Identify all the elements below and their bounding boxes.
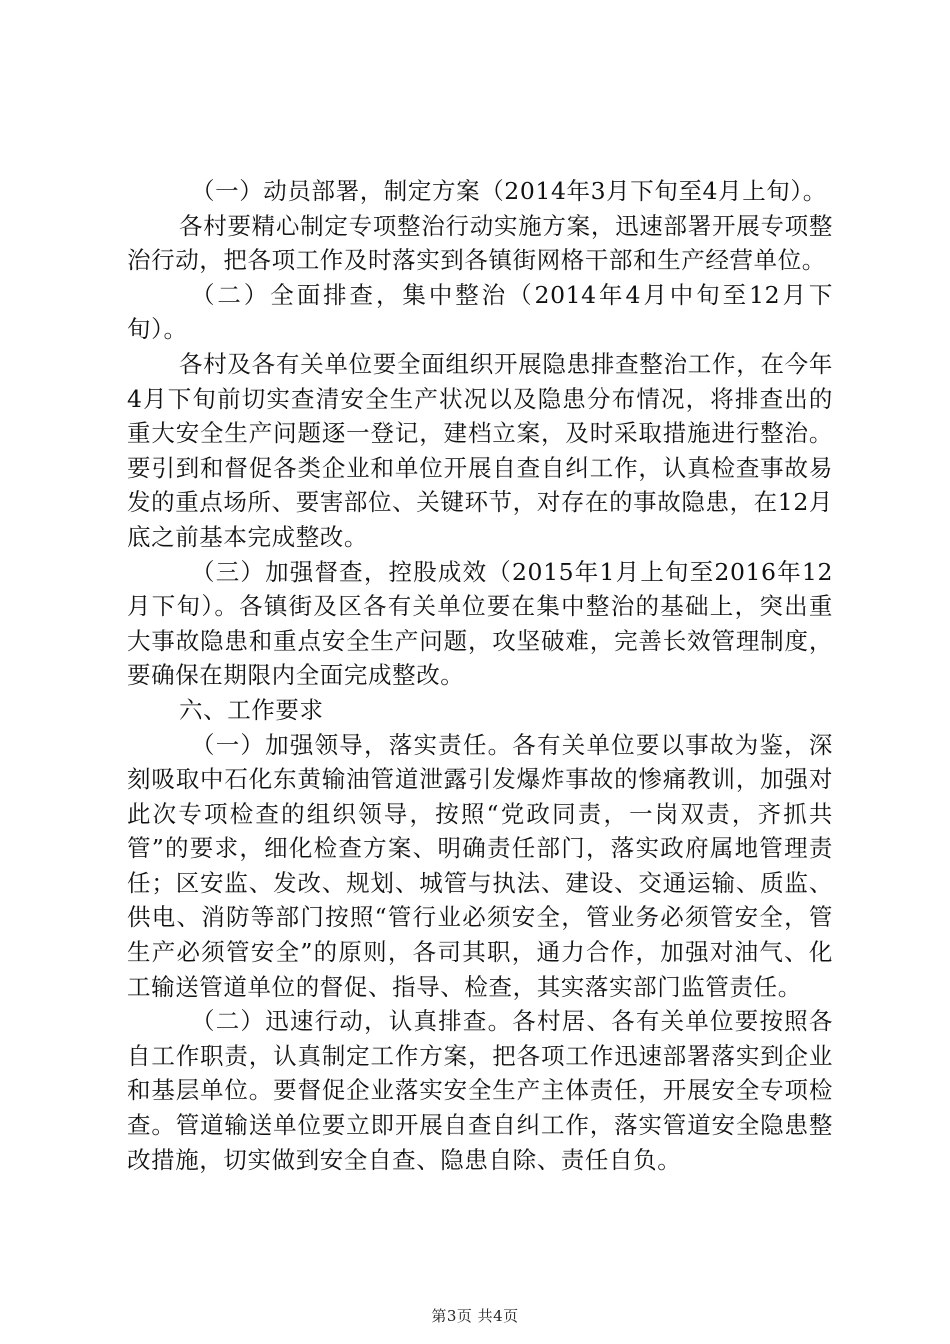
page-number: 第3页 共4页 (431, 1307, 519, 1325)
section-heading-work-requirements: 六、工作要求 (179, 695, 324, 724)
body-paragraph: （一）加强领导，落实责任。各有关单位要以事故为鉴，深刻吸取中石化东黄输油管道泄露引发爆炸事故的惨痛教训，加强对此次专项检查的组织领导，按照“党政同责，一岗双责，齐抓共管”的要求，细化检查方案、明确责任部门，落实政府属地管理责任；区安监、发改、规划、城管与执法、建设、交通运输、质监、供电、消防等部门按照“管行业必须安全，管业务必须管安全，管生产必须管安全”的原则，各司其职，通力合作，加强对油气、化工输送管道单位的督促、指导、检查，其实落实部门监管责任。 (127, 730, 833, 1001)
document-body (127, 174, 833, 1177)
section-heading-mobilize: （一）动员部署，制定方案（2014年3月下旬至4月上旬）。 (191, 177, 827, 205)
body-paragraph: 各村要精心制定专项整治行动实施方案，迅速部署开展专项整治行动，把各项工作及时落实到各镇街网格干部和生产经营单位。 (127, 211, 833, 275)
body-paragraph: 各村及各有关单位要全面组织开展隐患排查整治工作，在今年4月下旬前切实查清安全生产状况以及隐患分布情况，将排查出的重大安全生产问题逐一登记，建档立案，及时采取措施进行整治。要引到和督促各类企业和单位开展自查自纠工作，认真检查事故易发的重点场所、要害部位、关键环节，对存在的事故隐患，在12月底之前基本完成整改。 (127, 349, 833, 551)
body-paragraph: （二）迅速行动，认真排查。各村居、各有关单位要按照各自工作职责，认真制定工作方案，把各项工作迅速部署落实到企业和基层单位。要督促企业落实安全生产主体责任，开展安全专项检查。管道输送单位要立即开展自查自纠工作，落实管道安全隐患整改措施，切实做到安全自查、隐患自除、责任自负。 (127, 1007, 833, 1174)
section-heading-inspection: （二）全面排查，集中整治（2014年4月中旬至12月下旬）。 (127, 280, 833, 344)
section-heading-supervision: （三）加强督查，控股成效（2015年1月上旬至2016年12月下旬）。各镇街及区各有关单位要在集中整治的基础上，突出重大事故隐患和重点安全生产问题，攻坚破难，完善长效管理制度，要确保在期限内全面完成整改。 (127, 557, 833, 690)
